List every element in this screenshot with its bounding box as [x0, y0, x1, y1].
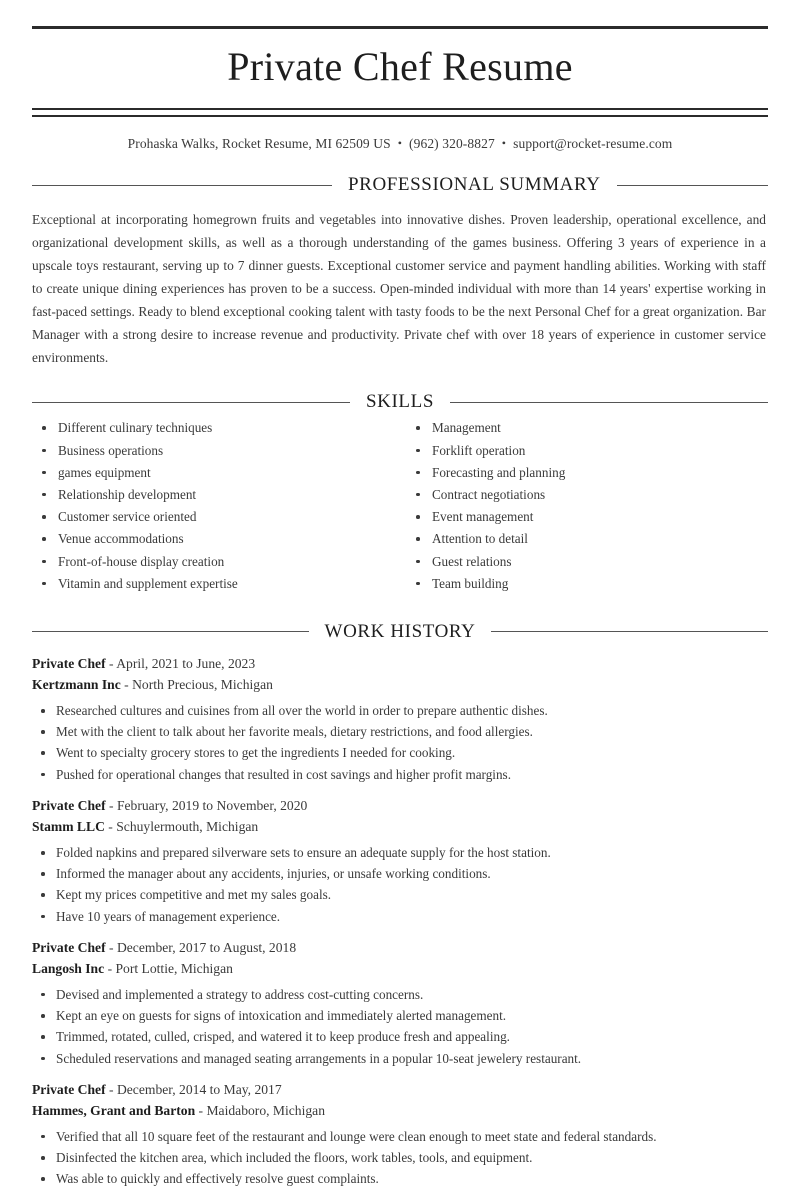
list-item: Venue accommodations [36, 532, 400, 545]
header-bottom-double-rule [32, 108, 768, 117]
list-item: Kept my prices competitive and met my sales goals. [32, 888, 768, 901]
list-item: Forklift operation [410, 444, 768, 457]
job-bullets [32, 1130, 768, 1186]
contact-separator-1: • [397, 136, 403, 150]
section-rule-right [617, 185, 768, 186]
contact-line [32, 136, 768, 152]
job-company-line [32, 816, 768, 837]
list-item: Was able to quickly and effectively resolve guest complaints. [32, 1172, 768, 1185]
section-header-work-history [32, 621, 768, 643]
job-role: Private Chef [32, 655, 106, 671]
job-location: Maidaboro, Michigan [206, 1102, 326, 1118]
skills-columns [32, 421, 768, 599]
job-dates: February, 2019 to November, 2020 [116, 797, 308, 813]
job-separator: - [109, 939, 114, 955]
job-dates: December, 2014 to May, 2017 [116, 1081, 282, 1097]
job-entry [32, 1079, 768, 1186]
job-separator: - [109, 655, 114, 671]
job-role: Private Chef [32, 797, 106, 813]
professional-summary-text: Exceptional at incorporating homegrown fruits and vegetables into innovative dishes. Proven leadership, operational excellence, and organizational development skills, as well as a thorough understanding of the games business. Offering 3 years of experience in a upscale toys restaurant, serving up to 7 dinner guests. Exceptional customer service and payment handling abilities. Working with staff to create unique dining experiences has proven to be a success. Open-minded individual with more than 14 years' expertise working in fast-paced settings. Ready to blend exceptional cooking talent with tasty foods to be the next Personal Chef for a great organization. Bar Manager with a strong desire to increase revenue and productivity. Private chef with over 18 years of experience in customer service environments. [32, 212, 766, 366]
list-item: Folded napkins and prepared silverware sets to ensure an adequate supply for the host station. [32, 846, 768, 859]
section-header-professional-summary [32, 174, 768, 196]
job-role-line [32, 937, 768, 958]
skills-column-left [32, 421, 400, 599]
list-item: Team building [410, 577, 768, 590]
list-item: Contract negotiations [410, 488, 768, 501]
job-entry [32, 653, 768, 781]
list-item: Trimmed, rotated, culled, crisped, and watered it to keep produce fresh and appealing. [32, 1030, 768, 1043]
list-item: Forecasting and planning [410, 466, 768, 479]
page-title: Private Chef Resume [227, 44, 573, 89]
list-item: Event management [410, 510, 768, 523]
job-location: North Precious, Michigan [132, 677, 273, 693]
list-item: Vitamin and supplement expertise [36, 577, 400, 590]
job-dates: December, 2017 to August, 2018 [116, 939, 297, 955]
list-item: Pushed for operational changes that resulted in cost savings and higher profit margins. [32, 768, 768, 781]
job-location: Schuylermouth, Michigan [116, 818, 259, 834]
job-company: Langosh Inc [32, 960, 105, 976]
list-item: Relationship development [36, 488, 400, 501]
work-history-list [32, 653, 768, 1186]
section-title-work-history: WORK HISTORY [324, 620, 476, 642]
skills-list-right [410, 421, 768, 590]
job-role: Private Chef [32, 939, 106, 955]
job-company: Stamm LLC [32, 818, 105, 834]
list-item: Scheduled reservations and managed seating arrangements in a popular 10-seat jewelery restaurant. [32, 1052, 768, 1065]
job-separator: - [108, 818, 113, 834]
list-item: Management [410, 421, 768, 434]
section-title-skills: SKILLS [366, 391, 434, 413]
job-company-line [32, 674, 768, 695]
job-company-line [32, 958, 768, 979]
job-company: Kertzmann Inc [32, 677, 121, 693]
job-role-line [32, 653, 768, 674]
list-item: Verified that all 10 square feet of the restaurant and lounge were clean enough to meet state and federal standards. [32, 1130, 768, 1143]
skills-list-left [36, 421, 400, 590]
header-top-rule [32, 26, 768, 29]
section-rule-right [450, 402, 768, 403]
contact-address: Prohaska Walks, Rocket Resume, MI 62509 US [127, 136, 391, 151]
job-entry [32, 937, 768, 1065]
contact-email: support@rocket-resume.com [513, 136, 673, 151]
job-separator: - [107, 960, 113, 976]
list-item: Have 10 years of management experience. [32, 910, 768, 923]
job-bullets [32, 704, 768, 781]
list-item: Researched cultures and cuisines from all over the world in order to prepare authentic dishes. [32, 704, 768, 717]
list-item: Met with the client to talk about her favorite meals, dietary restrictions, and food allergies. [32, 725, 768, 738]
job-role-line [32, 795, 768, 816]
list-item: Attention to detail [410, 532, 768, 545]
section-rule-left [32, 185, 332, 186]
list-item: Informed the manager about any accidents, injuries, or unsafe working conditions. [32, 867, 768, 880]
section-rule-left [32, 631, 309, 632]
job-separator: - [124, 677, 129, 693]
list-item: Went to specialty grocery stores to get the ingredients I needed for cooking. [32, 746, 768, 759]
section-title-professional-summary: PROFESSIONAL SUMMARY [348, 174, 601, 195]
list-item: Business operations [36, 444, 400, 457]
section-rule-left [32, 402, 350, 403]
job-location: Port Lottie, Michigan [115, 960, 233, 976]
job-dates: April, 2021 to June, 2023 [116, 655, 256, 671]
skills-column-right [400, 421, 768, 599]
list-item: Front-of-house display creation [36, 555, 400, 568]
list-item: Different culinary techniques [36, 421, 400, 434]
list-item: Customer service oriented [36, 510, 400, 523]
list-item: Devised and implemented a strategy to address cost-cutting concerns. [32, 988, 768, 1001]
resume-page [0, 26, 800, 1186]
job-bullets [32, 988, 768, 1065]
job-company-line [32, 1100, 768, 1121]
job-role: Private Chef [32, 1081, 106, 1097]
list-item: Disinfected the kitchen area, which included the floors, work tables, tools, and equipment. [32, 1151, 768, 1164]
job-role-line [32, 1079, 768, 1100]
contact-separator-2: • [501, 136, 507, 150]
job-separator: - [198, 1102, 204, 1118]
job-separator: - [109, 797, 114, 813]
job-bullets [32, 846, 768, 923]
contact-phone: (962) 320-8827 [409, 136, 495, 151]
list-item: games equipment [36, 466, 400, 479]
list-item: Kept an eye on guests for signs of intoxication and immediately alerted management. [32, 1009, 768, 1022]
job-separator: - [109, 1081, 114, 1097]
section-header-skills [32, 391, 768, 413]
job-entry [32, 795, 768, 923]
list-item: Guest relations [410, 555, 768, 568]
section-rule-right [491, 631, 768, 632]
job-company: Hammes, Grant and Barton [32, 1102, 196, 1118]
